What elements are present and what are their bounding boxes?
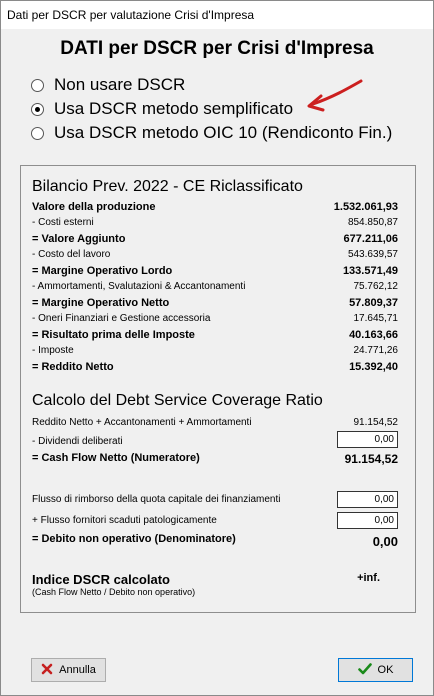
radio-button-selected[interactable]: [31, 103, 44, 116]
row-reddito-netto: = Reddito Netto 15.392,40: [32, 361, 398, 373]
row-debito-non-operativo: = Debito non operativo (Denominatore) 0,00: [32, 533, 398, 549]
dscr-title: Calcolo del Debt Service Coverage Ratio: [32, 392, 323, 409]
row-costo-lavoro: - Costo del lavoro 543.639,57: [32, 249, 398, 260]
row-valore-aggiunto: = Valore Aggiunto 677.211,06: [32, 233, 398, 245]
row-cash-flow-netto: = Cash Flow Netto (Numeratore) 91.154,52: [32, 452, 398, 466]
cancel-label: Annulla: [59, 664, 96, 676]
bilancio-title: Bilancio Prev. 2022 - CE Riclassificato: [32, 178, 303, 195]
ok-button[interactable]: [338, 658, 413, 682]
row-reddito-accantonamenti: Reddito Netto + Accantonamenti + Ammortamenti 91.154,52: [32, 417, 398, 428]
option-label: Usa DSCR metodo semplificato: [54, 99, 294, 118]
option-label: Usa DSCR metodo OIC 10 (Rendiconto Fin.): [54, 123, 393, 142]
option-oic10[interactable]: [31, 122, 392, 144]
option-semplificato[interactable]: [31, 98, 293, 120]
row-risultato-prima-imposte: = Risultato prima delle Imposte 40.163,66: [32, 329, 398, 341]
option-non-usare[interactable]: [31, 74, 185, 96]
radio-button[interactable]: [31, 127, 44, 140]
ok-label: OK: [377, 664, 394, 676]
row-oneri-finanziari: - Oneri Finanziari e Gestione accessoria 17.645,71: [32, 313, 398, 324]
option-label: Non usare DSCR: [54, 75, 186, 94]
title-bar: [1, 1, 433, 29]
radio-button[interactable]: [31, 79, 44, 92]
row-ammortamenti: - Ammortamenti, Svalutazioni & Accantonamenti 75.762,12: [32, 281, 398, 292]
row-imposte: - Imposte 24.771,26: [32, 345, 398, 356]
cancel-button[interactable]: [31, 658, 106, 682]
checkmark-icon: [358, 663, 372, 678]
row-margine-operativo-netto: = Margine Operativo Netto 57.809,37: [32, 297, 398, 309]
row-indice-sub: (Cash Flow Netto / Debito non operativo): [32, 587, 196, 597]
window-title: Dati per DSCR per valutazione Crisi d'Impresa: [7, 8, 255, 22]
row-indice-dscr: Indice DSCR calcolato +inf.: [32, 572, 380, 587]
row-flusso-rimborso: Flusso di rimborso della quota capitale dei finanziamenti: [32, 494, 281, 505]
flusso-fornitori-input[interactable]: 0,00: [337, 512, 398, 529]
data-panel: [20, 165, 416, 613]
row-flusso-fornitori: + Flusso fornitori scaduti patologicamente: [32, 515, 217, 526]
row-costi-esterni: - Costi esterni 854.850,87: [32, 217, 398, 228]
cancel-icon: [41, 663, 53, 678]
row-valore-produzione: Valore della produzione 1.532.061,93: [32, 201, 398, 213]
row-margine-operativo-lordo: = Margine Operativo Lordo 133.571,49: [32, 265, 398, 277]
dialog-heading: DATI per DSCR per Crisi d'Impresa: [60, 38, 374, 59]
dividendi-input[interactable]: 0,00: [337, 431, 398, 448]
row-dividendi: - Dividendi deliberati: [32, 436, 123, 447]
flusso-rimborso-input[interactable]: 0,00: [337, 491, 398, 508]
red-arrow-annotation: [303, 77, 365, 113]
